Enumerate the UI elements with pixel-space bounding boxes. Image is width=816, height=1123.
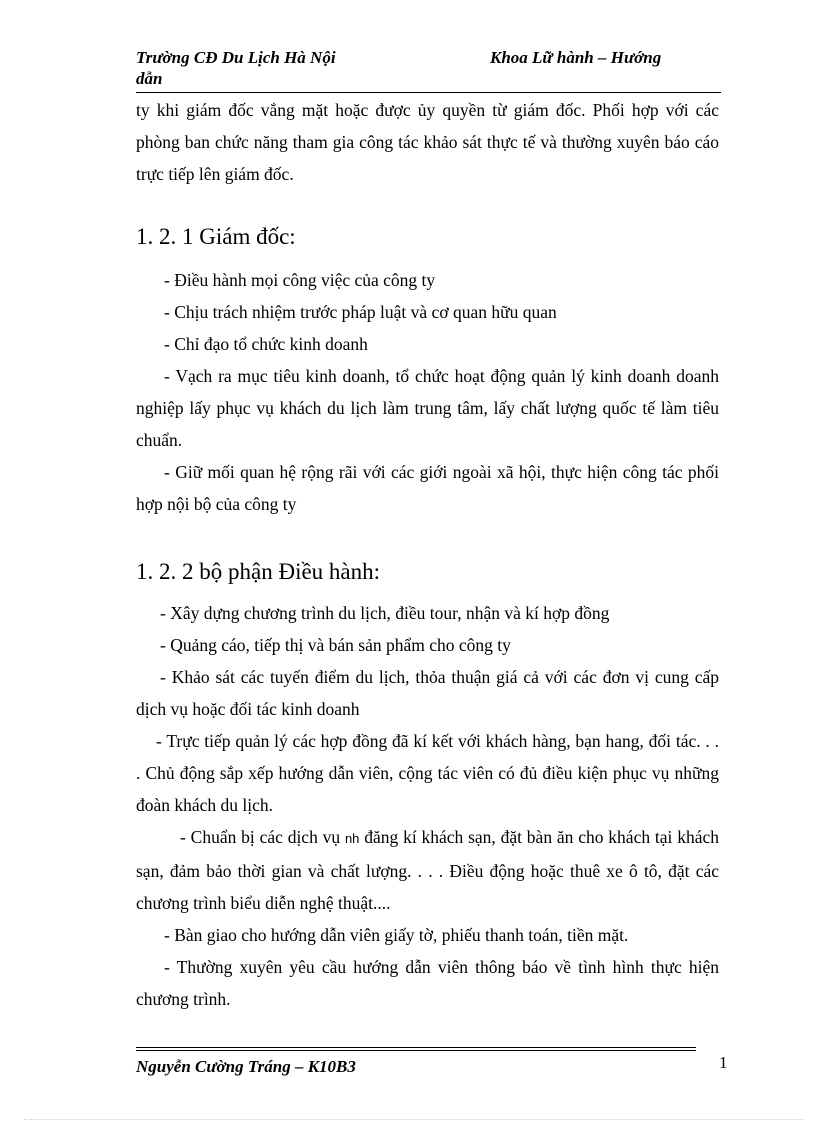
page-header	[136, 48, 721, 92]
list-item: - Thường xuyên yêu cầu hướng dẫn viên thông báo về tình hình thực hiện chương trình.	[136, 957, 719, 1009]
list-item: - Chịu trách nhiệm trước pháp luật và cơ quan hữu quan	[164, 302, 557, 322]
header-rule	[136, 92, 721, 93]
header-department: Khoa Lữ hành – Hướng	[490, 48, 662, 67]
header-school-name: Trường CĐ Du Lịch Hà Nội	[136, 48, 336, 67]
intro-paragraph: ty khi giám đốc vắng mặt hoặc được ủy quyền từ giám đốc. Phối hợp với các phòng ban chức năng tham gia công tác khảo sát thực tế và thường xuyên báo cáo trực tiếp lên giám đốc.	[136, 100, 719, 184]
page-bottom-divider	[24, 1119, 804, 1120]
section-heading-operations: 1. 2. 2 bộ phận Điều hành:	[136, 559, 381, 584]
list-item: - Điều hành mọi công việc của công ty	[164, 270, 436, 290]
list-item	[136, 821, 719, 919]
list-item: - Trực tiếp quản lý các hợp đồng đã kí kết với khách hàng, bạn hang, đối tác. . . . Chủ động sắp xếp hướng dẫn viên, cộng tác viên có đủ điều kiện phục vụ những đoàn khách du lịch.	[136, 731, 719, 815]
page-number: 1	[719, 1053, 728, 1072]
list-item: - Khảo sát các tuyến điểm du lịch, thỏa thuận giá cả với các đơn vị cung cấp dịch vụ hoặc đối tác kinh doanh	[136, 667, 719, 719]
list-item-fragment: nh	[344, 831, 360, 846]
header-department-continued: dẫn	[136, 69, 163, 88]
list-item: - Xây dựng chương trình du lịch, điều tour, nhận và kí hợp đồng	[160, 603, 610, 623]
footer-author: Nguyễn Cường Tráng – K10B3	[136, 1057, 356, 1076]
footer-rule	[136, 1047, 696, 1048]
footer-rule	[136, 1050, 696, 1051]
document-body	[136, 94, 719, 1015]
section-heading-director: 1. 2. 1 Giám đốc:	[136, 224, 296, 249]
list-item: - Chỉ đạo tổ chức kinh doanh	[164, 334, 368, 354]
list-item: - Quảng cáo, tiếp thị và bán sản phẩm cho công ty	[160, 635, 511, 655]
list-item-text: đăng kí khách sạn, đặt bàn ăn cho khách tại khách sạn, đảm bảo thời gian và chất lượng. . . . Điều động hoặc thuê xe ô tô, đặt các chương trình biểu diễn nghệ thuật....	[136, 827, 719, 913]
list-item: - Giữ mối quan hệ rộng rãi với các giới ngoài xã hội, thực hiện công tác phối hợp nội bộ của công ty	[136, 462, 719, 514]
list-item-text: - Chuẩn bị các dịch vụ	[180, 827, 345, 847]
list-item: - Vạch ra mục tiêu kinh doanh, tổ chức hoạt động quản lý kinh doanh doanh nghiệp lấy phục vụ khách du lịch làm trung tâm, lấy chất lượng quốc tế làm tiêu chuẩn.	[136, 366, 719, 450]
list-item: - Bàn giao cho hướng dẫn viên giấy tờ, phiếu thanh toán, tiền mặt.	[164, 925, 629, 945]
